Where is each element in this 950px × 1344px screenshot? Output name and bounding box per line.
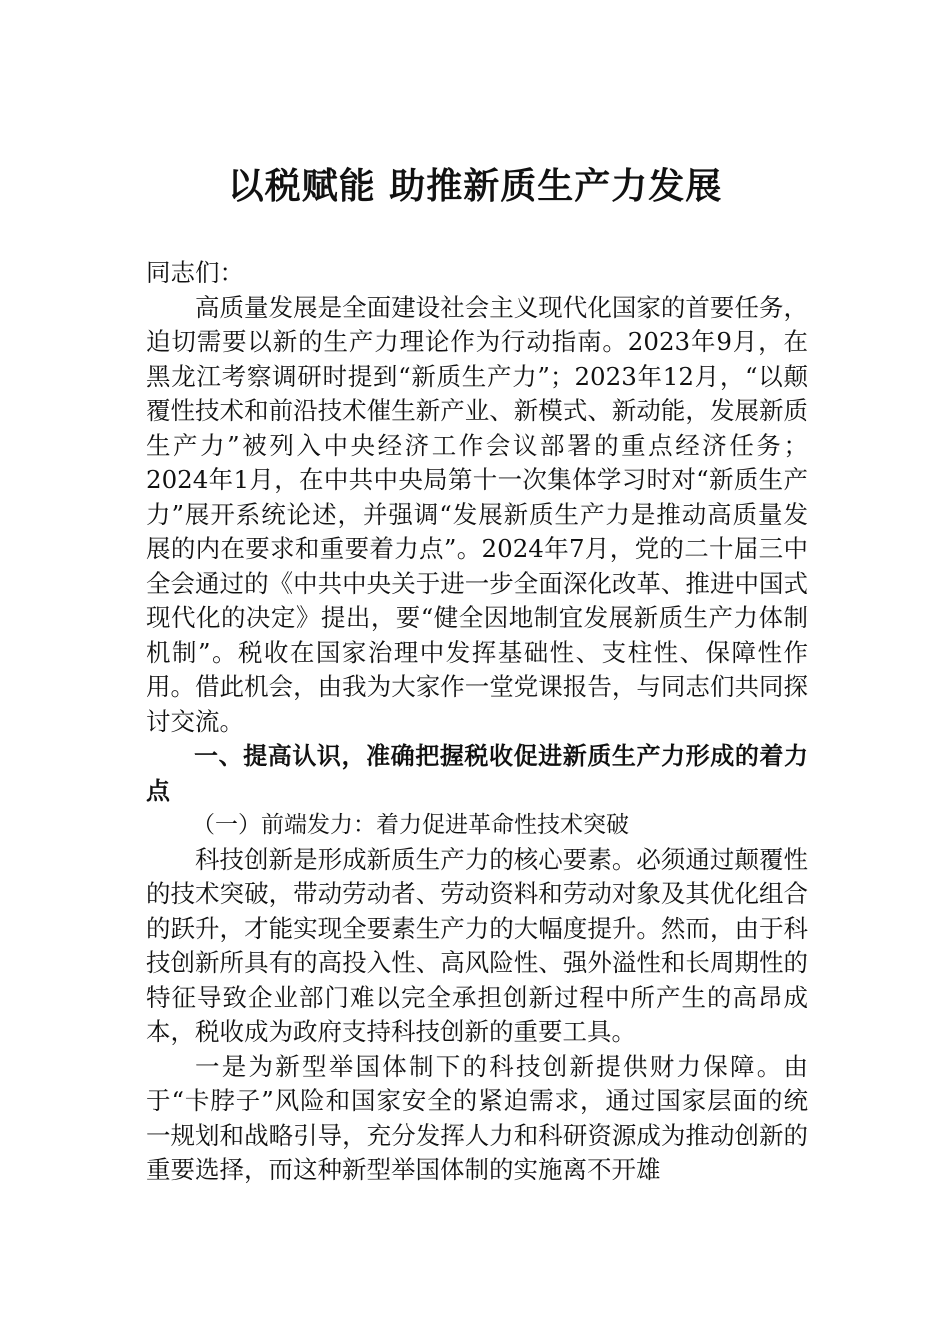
salutation: 同志们：	[146, 258, 244, 287]
section-heading-1: 一、提高认识，准确把握税收促进新质生产力形成的着力点	[146, 742, 808, 805]
document-title: 以税赋能 助推新质生产力发展	[227, 165, 723, 207]
document-body	[146, 256, 808, 1188]
body-paragraph-2: 科技创新是形成新质生产力的核心要素。必须通过颠覆性的技术突破，带动劳动者、劳动资料和劳动对象及其优化组合的跃升，才能实现全要素生产力的大幅度提升。然而，由于科技创新所具有的高投入性、高风险性、强外溢性和长周期性的特征导致企业部门难以完全承担创新过程中所产生的高昂成本，税收成为政府支持科技创新的重要工具。	[146, 844, 808, 1046]
subsection-heading-1: （一）前端发力：着力促进革命性技术突破	[192, 812, 629, 838]
body-paragraph-3: 一是为新型举国体制下的科技创新提供财力保障。由于“卡脖子”风险和国家安全的紧迫需求，通过国家层面的统一规划和战略引导，充分发挥人力和科研资源成为推动创新的重要选择，而这种新型举国体制的实施离不开雄	[146, 1051, 808, 1184]
body-paragraph-1: 高质量发展是全面建设社会主义现代化国家的首要任务，迫切需要以新的生产力理论作为行动指南。2023年9月，在黑龙江考察调研时提到“新质生产力”；2023年12月，“以颠覆性技术和前沿技术催生新产业、新模式、新动能，发展新质生产力”被列入中央经济工作会议部署的重点经济任务；2024年1月，在中共中央局第十一次集体学习时对“新质生产力”展开系统论述，并强调“发展新质生产力是推动高质量发展的内在要求和重要着力点”。2024年7月，党的二十届三中全会通过的《中共中央关于进一步全面深化改革、推进中国式现代化的决定》提出，要“健全因地制宜发展新质生产力体制机制”。税收在国家治理中发挥基础性、支柱性、保障性作用。借此机会，由我为大家作一堂党课报告，与同志们共同探讨交流。	[146, 292, 808, 736]
